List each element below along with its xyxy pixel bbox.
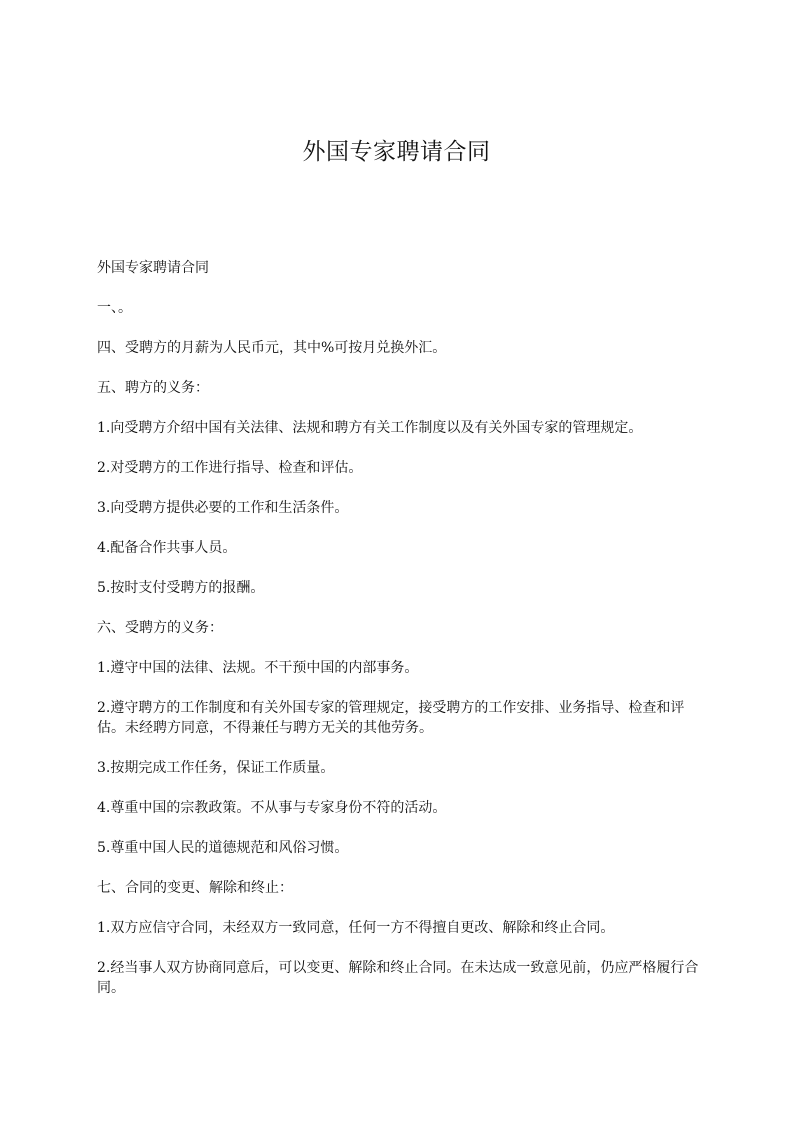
section-heading-contract-changes: 七、合同的变更、解除和终止： — [97, 880, 293, 896]
list-item: 2.遵守聘方的工作制度和有关外国专家的管理规定，接受聘方的工作安排、业务指导、检查和评估。未经聘方同意，不得兼任与聘方无关的其他劳务。 — [97, 700, 685, 736]
list-item: 3.向受聘方提供必要的工作和生活条件。 — [97, 500, 349, 516]
paragraph-clause-1: 一、。 — [97, 300, 132, 316]
document-body — [97, 258, 709, 1018]
section-heading-employee-duties: 六、受聘方的义务： — [97, 620, 223, 636]
list-item: 1.向受聘方介绍中国有关法律、法规和聘方有关工作制度以及有关外国专家的管理规定。 — [97, 420, 643, 436]
section-heading-employer-duties: 五、聘方的义务： — [97, 380, 209, 396]
list-item: 3.按期完成工作任务，保证工作质量。 — [97, 760, 335, 776]
list-item: 5.按时支付受聘方的报酬。 — [97, 580, 265, 596]
list-item: 2.经当事人双方协商同意后，可以变更、解除和终止合同。在未达成一致意见前，仍应严格履行合同。 — [97, 960, 699, 996]
document-title: 外国专家聘请合同 — [302, 139, 491, 165]
paragraph-clause-4: 四、受聘方的月薪为人民币元，其中%可按月兑换外汇。 — [97, 340, 447, 356]
list-item: 2.对受聘方的工作进行指导、检查和评估。 — [97, 460, 363, 476]
paragraph-heading: 外国专家聘请合同 — [97, 260, 209, 276]
list-item: 4.尊重中国的宗教政策。不从事与专家身份不符的活动。 — [97, 800, 447, 816]
list-item: 5.尊重中国人民的道德规范和风俗习惯。 — [97, 840, 349, 856]
list-item: 4.配备合作共事人员。 — [97, 540, 237, 556]
list-item: 1.双方应信守合同，未经双方一致同意，任何一方不得擅自更改、解除和终止合同。 — [97, 920, 615, 936]
list-item: 1.遵守中国的法律、法规。不干预中国的内部事务。 — [97, 660, 419, 676]
